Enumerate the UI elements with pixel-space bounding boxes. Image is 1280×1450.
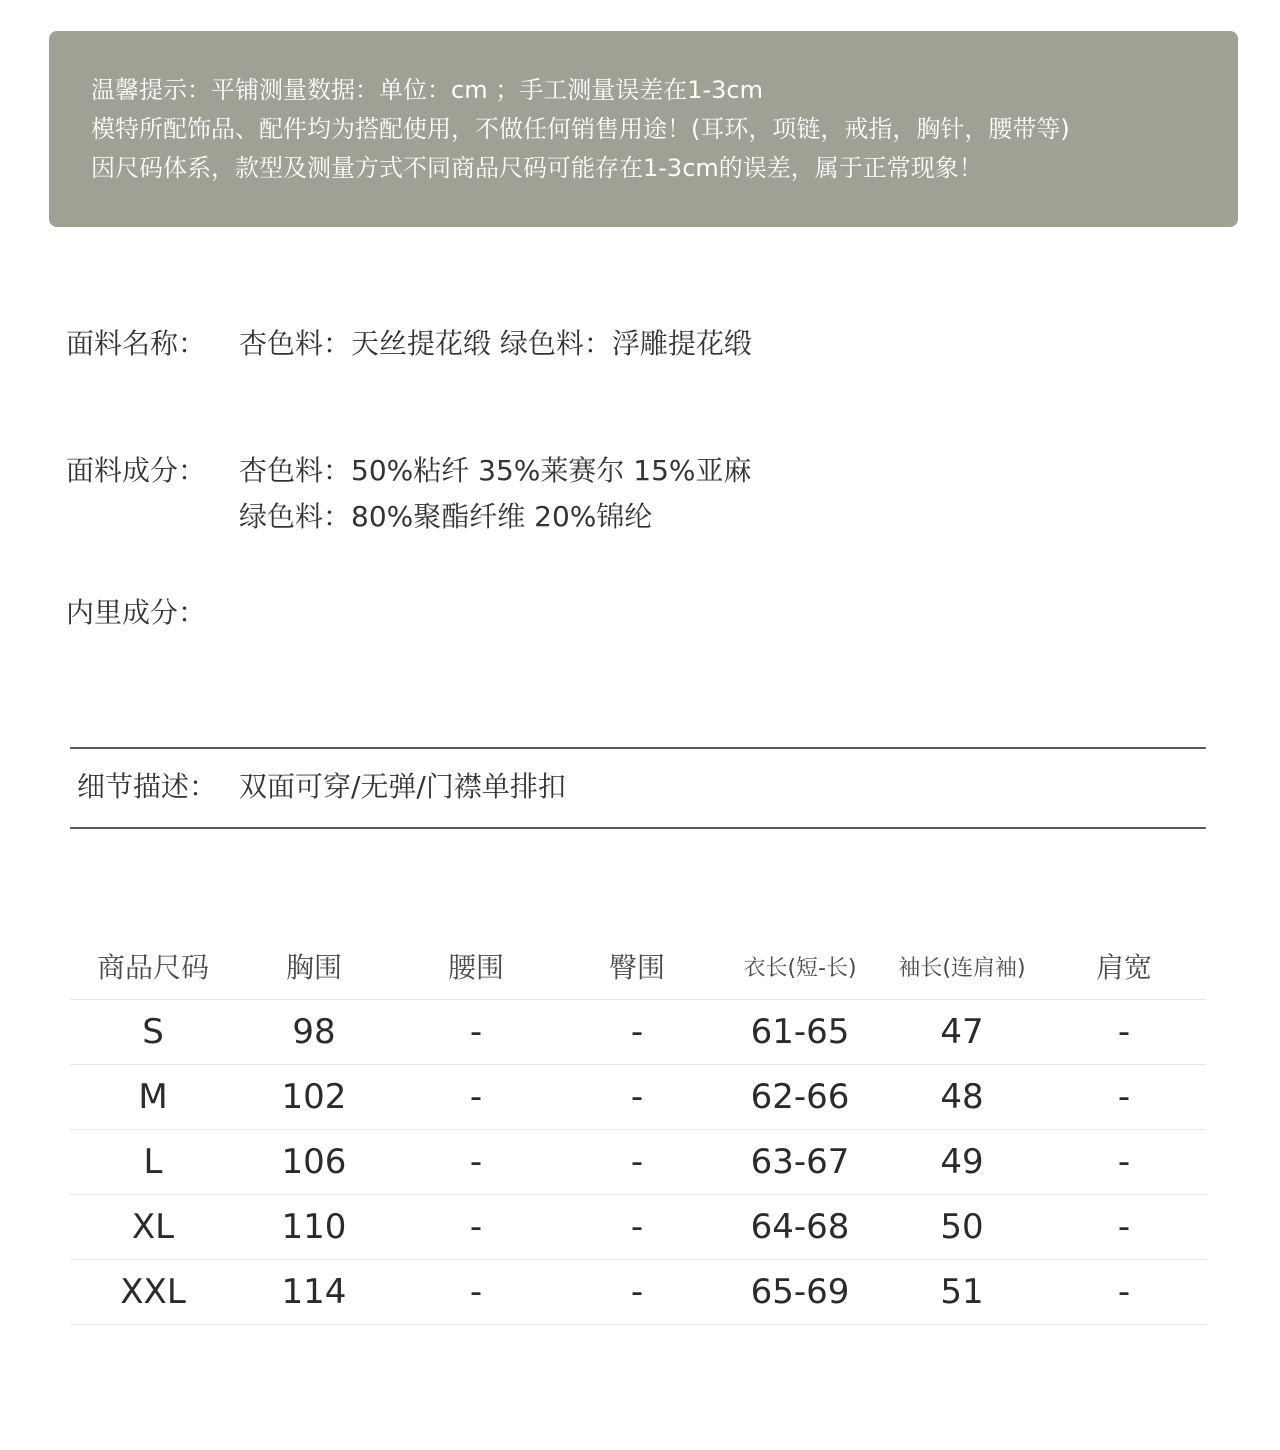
table-row [70, 1000, 1206, 1065]
notice-line-accessories: 模特所配饰品、配件均为搭配使用，不做任何销售用途！(耳环，项链，戒指，胸针，腰带等) [91, 115, 1070, 143]
fabric-composition-green: 绿色料：80%聚酯纤维 20%锦纶 [239, 500, 653, 533]
cell-size: XL [131, 1207, 175, 1247]
header-size: 商品尺码 [96, 951, 209, 984]
header-waist: 腰围 [447, 951, 504, 984]
cell-waist: - [469, 1207, 483, 1247]
cell-length: 63-67 [750, 1142, 850, 1182]
size-table [70, 933, 1206, 1325]
size-table-header [70, 933, 1206, 1000]
details-bottom-rule [70, 827, 1206, 829]
cell-hip: - [630, 1272, 644, 1312]
notice-line-measurement: 温馨提示：平铺测量数据：单位：cm ；手工测量误差在1-3cm [91, 76, 763, 104]
header-shoulder: 肩宽 [1095, 951, 1152, 984]
cell-shoulder: - [1117, 1077, 1131, 1117]
cell-sleeve: 47 [940, 1012, 984, 1052]
cell-shoulder: - [1117, 1142, 1131, 1182]
cell-waist: - [469, 1142, 483, 1182]
cell-sleeve: 51 [940, 1272, 984, 1312]
details-label: 细节描述： [77, 770, 218, 803]
cell-size: M [138, 1077, 168, 1117]
cell-waist: - [469, 1077, 483, 1117]
fabric-composition-apricot: 杏色料：50%粘纤 35%莱赛尔 15%亚麻 [239, 454, 752, 487]
cell-waist: - [469, 1012, 483, 1052]
table-row [70, 1195, 1206, 1260]
cell-waist: - [469, 1272, 483, 1312]
table-row [70, 1065, 1206, 1130]
cell-size: XXL [120, 1272, 186, 1312]
cell-bust: 102 [281, 1077, 347, 1117]
cell-length: 61-65 [750, 1012, 850, 1052]
table-row [70, 1260, 1206, 1325]
header-hip: 臀围 [608, 951, 665, 984]
notice-box [49, 31, 1238, 227]
header-bust: 胸围 [285, 951, 342, 984]
details-value: 双面可穿/无弹/门襟单排扣 [239, 770, 566, 803]
details-top-rule [70, 747, 1206, 749]
cell-sleeve: 49 [940, 1142, 984, 1182]
fabric-name-value: 杏色料：天丝提花缎 绿色料：浮雕提花缎 [239, 327, 752, 360]
table-row [70, 1130, 1206, 1195]
cell-length: 65-69 [750, 1272, 850, 1312]
cell-hip: - [630, 1077, 644, 1117]
cell-length: 62-66 [750, 1077, 850, 1117]
cell-sleeve: 48 [940, 1077, 984, 1117]
header-sleeve: 袖长(连肩袖) [898, 955, 1026, 981]
header-length: 衣长(短-长) [743, 955, 857, 981]
cell-size: S [142, 1012, 164, 1052]
cell-hip: - [630, 1012, 644, 1052]
cell-shoulder: - [1117, 1207, 1131, 1247]
cell-hip: - [630, 1207, 644, 1247]
cell-sleeve: 50 [940, 1207, 984, 1247]
cell-bust: 106 [281, 1142, 347, 1182]
cell-hip: - [630, 1142, 644, 1182]
cell-length: 64-68 [750, 1207, 850, 1247]
fabric-name-label: 面料名称： [66, 327, 207, 360]
cell-size: L [143, 1142, 163, 1182]
cell-bust: 114 [281, 1272, 347, 1312]
fabric-composition-label: 面料成分： [66, 454, 207, 487]
cell-shoulder: - [1117, 1012, 1131, 1052]
lining-label: 内里成分： [66, 596, 207, 629]
notice-line-size-variance: 因尺码体系，款型及测量方式不同商品尺码可能存在1-3cm的误差，属于正常现象！ [91, 154, 983, 182]
cell-bust: 110 [281, 1207, 347, 1247]
cell-shoulder: - [1117, 1272, 1131, 1312]
cell-bust: 98 [292, 1012, 336, 1052]
